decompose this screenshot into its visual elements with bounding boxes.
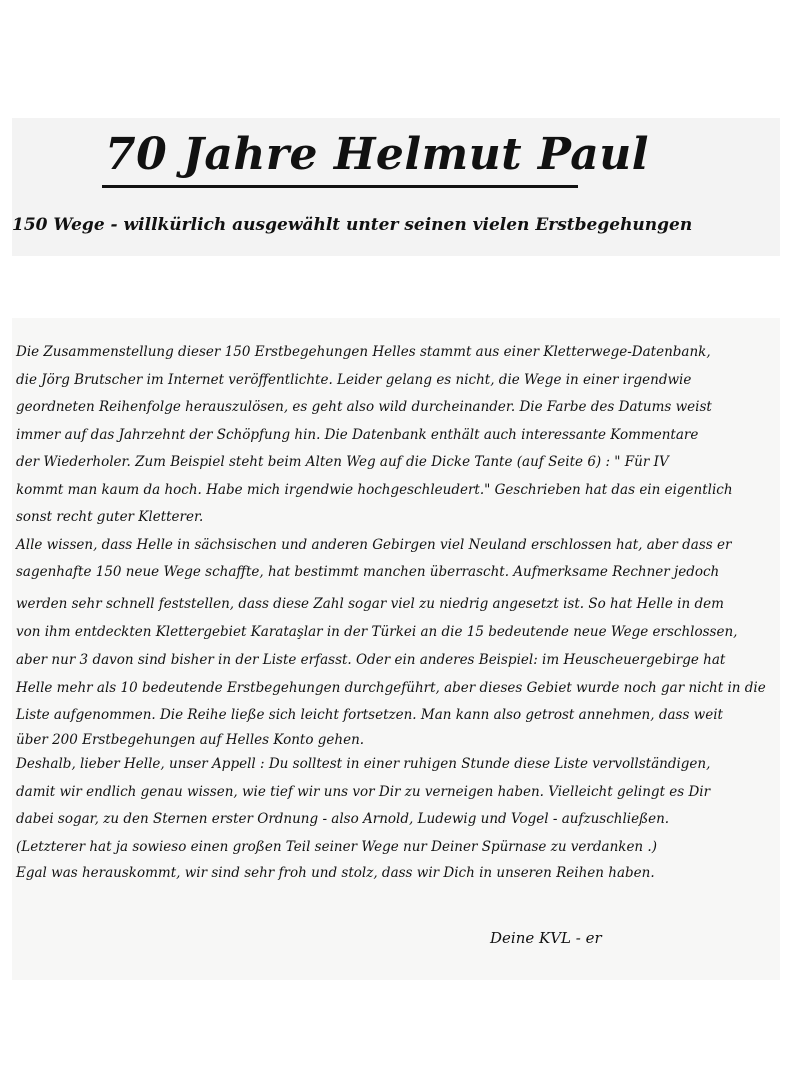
letter-line: geordneten Reihenfolge herauszulösen, es geht also wild durcheinander. Die Farbe des Datums weist [16, 399, 712, 415]
letter-line: kommt man kaum da hoch. Habe mich irgendwie hochgeschleudert." Geschrieben hat das ein eigentlich [16, 482, 733, 498]
letter-line: über 200 Erstbegehungen auf Helles Konto gehen. [16, 732, 365, 748]
letter-line: Die Zusammenstellung dieser 150 Erstbegehungen Helles stammt aus einer Kletterwege-Datenbank, [16, 344, 711, 360]
letter-line: Liste aufgenommen. Die Reihe ließe sich leicht fortsetzen. Man kann also getrost annehmen, dass weit [16, 707, 723, 723]
letter-line: sonst recht guter Kletterer. [16, 509, 204, 525]
page-title: 70 Jahre Helmut Paul [105, 129, 649, 180]
letter-line: sagenhafte 150 neue Wege schaffte, hat bestimmt manchen überrascht. Aufmerksame Rechner jedoch [16, 564, 720, 580]
letter-line: von ihm entdeckten Klettergebiet Karataşlar in der Türkei an die 15 bedeutende neue Wege erschlossen, [16, 624, 738, 640]
letter-line: Deshalb, lieber Helle, unser Appell : Du solltest in einer ruhigen Stunde diese Liste vervollständigen, [16, 756, 711, 772]
letter-line: Alle wissen, dass Helle in sächsischen und anderen Gebirgen viel Neuland erschlossen hat, aber dass er [16, 537, 732, 553]
page-subtitle: 150 Wege - willkürlich ausgewählt unter seinen vielen Erstbegehungen [12, 215, 693, 235]
letter-line: immer auf das Jahrzehnt der Schöpfung hin. Die Datenbank enthält auch interessante Kommentare [16, 427, 699, 443]
letter-line: damit wir endlich genau wissen, wie tief wir uns vor Dir zu verneigen haben. Vielleicht gelingt es Dir [16, 784, 711, 800]
letter-line: (Letzterer hat ja sowieso einen großen Teil seiner Wege nur Deiner Spürnase zu verdanken .) [16, 839, 657, 855]
letter-line: Egal was herauskommt, wir sind sehr froh und stolz, dass wir Dich in unseren Reihen haben. [16, 865, 655, 881]
letter-line: dabei sogar, zu den Sternen erster Ordnung - also Arnold, Ludewig und Vogel - aufzuschließen. [16, 811, 670, 827]
letter-line: die Jörg Brutscher im Internet veröffentlichte. Leider gelang es nicht, die Wege in einer irgendwie [16, 372, 692, 388]
letter-line: Helle mehr als 10 bedeutende Erstbegehungen durchgeführt, aber dieses Gebiet wurde noch gar nicht in die [16, 680, 766, 696]
letter-line: der Wiederholer. Zum Beispiel steht beim Alten Weg auf die Dicke Tante (auf Seite 6) : " Für IV [16, 454, 669, 470]
letter-line: aber nur 3 davon sind bisher in der Liste erfasst. Oder ein anderes Beispiel: im Heuscheuergebirge hat [16, 652, 726, 668]
title-underline [102, 185, 578, 188]
signature: Deine KVL - er [490, 929, 602, 947]
letter-line: werden sehr schnell feststellen, dass diese Zahl sogar viel zu niedrig angesetzt ist. So hat Helle in dem [16, 596, 724, 612]
